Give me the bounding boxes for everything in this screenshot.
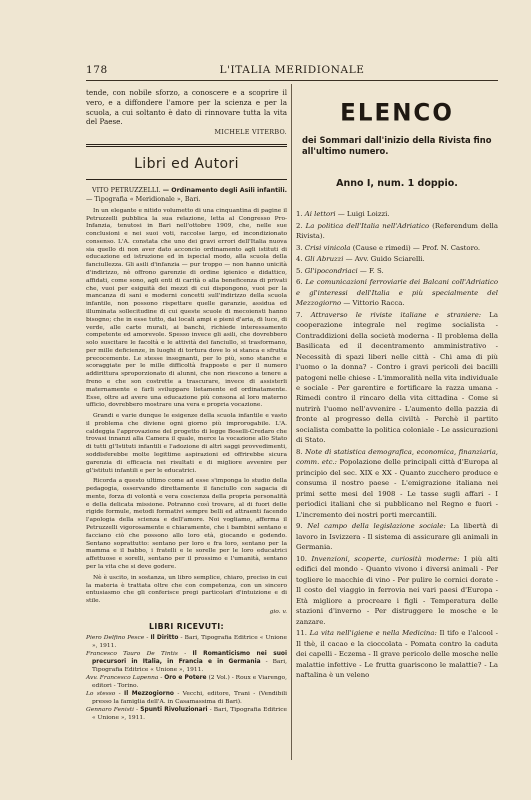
book-details: - Bari, Tipografia Editrice « Unione », 1911. [92, 706, 287, 721]
entry-title: Attraverso le riviste italiane e straniere: [310, 310, 482, 319]
entry-title: La politica dell'Italia nell'Adriatico [305, 221, 430, 230]
book-entry: Lo stesso - Il Mezzogiorno - Vecchi, editore, Trani - (Vendibili presso la famiglia dell'A. in Casamassima di Bari). [86, 690, 287, 705]
entry-number: 3. [296, 243, 303, 252]
section-rule-top-thin [86, 146, 287, 147]
book-title: Il Diritto [150, 634, 179, 641]
book-entry: Gennaro Fenisti - Spunti Rivoluzionari - Bari, Tipografia Editrice « Unione », 1911. [86, 706, 287, 721]
page-number: 178 [86, 64, 108, 76]
entry-details: La cooperazione integrale nel regime socialista - Contraddizioni della società moderna - Il problema della Basilicata ed il decentramento amministrativo - Necessità di spazi liberi nelle città - Chi ama di più l'uomo o la donna? - Contro i gravi pericoli dei bacilli patogeni nelle chiese - L'immoralità nella vita individuale e sociale - Per garentire e fortificare la razza umana - Rimedi contro il rincaro della vita cittadina - Come si nutrirà l'uomo nell'avvenire - L'aumento della pazzia di fronte al progresso della civiltà - Perchè il partito socialista combatte la politica coloniale - Le assicurazioni di Stato. [296, 310, 498, 445]
books-received-title: LIBRI RICEVUTI: [148, 621, 225, 631]
book-title: Il Romanticismo nei suoi precursori in Italia, in Francia e in Germania [92, 650, 287, 665]
entry-title: Crisi vinicola [304, 243, 351, 252]
entry-number: 11. [296, 629, 307, 638]
entry-number: 6. [296, 278, 303, 287]
book-author: Lo stesso [86, 690, 116, 697]
column-separator [291, 84, 292, 760]
left-column [86, 88, 287, 723]
entry-details: — F. S. [357, 266, 384, 275]
book-author: Piero Delfino Pesce [86, 634, 145, 641]
entry-title: Le comunicazioni ferroviarie dei Balcani coll'Adriatico e gl'interessi dell'Italia e più specialmente del Mezzogiorno [296, 278, 498, 308]
entry-details: — Avv. Guido Sciarelli. [343, 255, 425, 264]
entry-details: I più alti edifici del mondo - Quanto vivono i diversi animali - Per togliere le macchie di vino - Per pulire le cornici dorate - Il costo del viaggio in ferrovia nei vari paesi d'Europa - Età migliore a procreare i figli - Temperatura delle stazioni d'inverno - Per distruggere le mosche e le zanzare. [296, 554, 498, 626]
entry-details: — Luigi Loizzi. [335, 210, 390, 219]
entry-number: 2. [296, 221, 303, 230]
section-rule-bottom [86, 179, 287, 180]
intro-paragraph: tende, con nobile sforzo, a conoscere e a scoprire il vero, e a diffondere l'amore per la scienza e per la scuola, a cui soltanto è dato di rinnovare tutta la vita del Paese. [86, 88, 287, 127]
book-details: - Bari, Tipografia Editrice « Unione », 1911. [92, 634, 287, 649]
index-subtitle: dei Sommari dall'inizio della Rivista fino all'ultimo numero. [302, 134, 492, 156]
index-entry [296, 521, 498, 552]
header-rule [86, 80, 498, 81]
entry-title: La vita nell'igiene e nella Medicina: [309, 629, 437, 638]
entry-number: 4. [296, 255, 303, 264]
index-entry [296, 554, 498, 627]
book-title: Il Mezzogiorno [124, 690, 174, 697]
entry-title: Gli Abruzzi [304, 255, 344, 264]
entry-details: Popolazione delle principali città d'Europa al principio del sec. XIX e XX - Quanto zucchero produce e consuma il nostro paese - L'emigrazione italiana nei primi sette mesi del 1908 - Le tasse sugli affari - I periodici italiani che si pubblicano nel Regno e fuori - L'incremento dei nostri porti mercantili. [296, 458, 498, 519]
book-title: Oro e Potere [164, 674, 207, 681]
entry-number: 5. [296, 266, 303, 275]
review-paragraph: Grandi e varie dunque le esigenze della scuola infantile e vasto il problema che diviene ogni giorno più improrogabile. L'A. caldeggia l'approvazione del progetto di legge Boselli-Credaro che trovasi innanzi alla Camera il quale, merce la vocazione allo Stato di tutti gl'Istituti infantili e l'adozione di altri saggi provvedimenti, soddisferebbe molte legittime aspirazioni ed offrirebbe sicura garenzia di efficacia nei risultati e di migliore avvenire per gl'istituti infantili e per le educatrici. [86, 413, 287, 474]
book-author: Francesco Tauro De Tintis [86, 650, 178, 657]
entry-details: (Cause e rimedi) — Prof. N. Castoro. [350, 243, 481, 252]
entry-details: — Vittorio Racca. [341, 299, 405, 308]
review-author: VITO PETRUZZELLI. [92, 186, 161, 195]
entry-details: Il tifo e l'alcool - Il thè, il cacao e la cioccolata - Pomata contro la caduta dei capelli - Eczema - Il grave pericolo delle mosche nelle malattie infettive - Le frutta guariscono le malattie? - La naftalina è un veleno [296, 629, 498, 680]
index-entry [296, 628, 498, 680]
journal-title: L'ITALIA MERIDIONALE [219, 64, 365, 76]
entry-number: 8. [296, 447, 303, 456]
entry-number: 1. [296, 210, 303, 219]
book-author: Avv. Francesco Lapenna [86, 674, 159, 681]
entry-title: Invenzioni, scoperte, curiosità moderne: [311, 554, 460, 563]
book-author: Gennaro Fenisti [86, 706, 134, 713]
review-signature: gio. v. [269, 608, 287, 615]
review-paragraph: In un elegante e nitido volumetto di una cinquantina di pagine il Petruzzelli pubblica la sua relazione, letta al Congresso Pro-Infanzia, tenutosi in Bari nell'ottobre 1909, che, nelle sue conclusioni e nei suoi voti, raccolse largo, ed incondizionato consenso. L'A. constata che uno dei gravi errori dell'Italia nuova sia quello di non aver dato acconcio ordinamento agli istituti di educazione ed istruzione ed in ispecial modo, alla scuola della fanciullezza. Gli asili d'infanzia — pur troppo — non hanno unicità d'indirizzo, nè offrono garenzie di ordine igienico e didattico, affidati, come sono, agli enti di carità o alla beneficenza di privati che, vuoi per esiguità dei mezzi di cui dispongono, vuoi per la mancanza di sani e moderni concetti sull'indirizzo della scuola infantile, non possono rispettare quelle garanzie, assidua ed illuminata sollecitudine di cui queste scuole di mecoiensti hanno bisogno; che in esse tutto, dai locali ampi e pieni d'aria, di luce, di verde, alle carte murali, ai banchi, richiede interessamento competente ed amorevole. Spesso invece gli asili, che dovrebbero solo suscitare le facoltà e le attività del fanciullo, si trasformano, per mille deficienze, in luoghi di tortura dove lo si stanca e sfrutta precocemente. Le stesse insegnanti, per lo più, sono stanche e scoraggiate per le mille difficoltà frapposte e per il numero addirittura sproporzionato di alunni, che non riescono a tenere a freno e che son costrette a trascurare, invece di assisterli maternamente e farli sviluppare lietamente ed ordinatamente. Esse, oltre ad avere una educazione più consona al loro materno ufficio, dovrebbero mostrare una vera e propria vocazione. [86, 207, 287, 409]
book-details: - Bari, Tipografia Editrice « Unione », 1911. [92, 658, 287, 673]
review-paragraph: Ricorda a questo ultimo come ad esse s'imponga lo studio della pedagogia, osservando direttamente il fanciullo con sagacia di mente, forza di volontà e vera coscienza della propria personalità e della delicata missione. Potranno così trovare, al di fuori delle rigide formule, metodi formativi sempre belli ed attraenti facendo l'apologia della scienza e dell'amore. Noi vogliamo, afferma il Petruzzelli vigorosamente e chiaramente, che i bambini sentano e facciano ciò che possono allo loro età, giocando e godendo. Sentano soprattutto: sentano per loro e fra loro, sentano per la mamma e il babbo, i fratelli e le sorelle per le loro educatrici affettuose e sorelli, sentano per il prossimo e l'umanità, sentano per la vita che si deve godere. [86, 478, 287, 570]
index-entry [296, 243, 498, 253]
index-entry [296, 310, 498, 446]
review-book-title: — Ordinamento degli Asili infantili. [162, 187, 287, 195]
section-rule-top [86, 144, 287, 145]
index-entry [296, 209, 498, 219]
review-publisher: — Tipografia « Meridionale », Bari. [86, 195, 201, 204]
index-entry [296, 254, 498, 264]
index-entry [296, 221, 498, 242]
book-entry: Piero Delfino Pesce - Il Diritto - Bari, Tipografia Editrice « Unione », 1911. [86, 634, 287, 649]
entry-title: Gl'ipocondriaci [304, 266, 358, 275]
right-column [296, 88, 498, 682]
intro-signature: MICHELE VITERBO. [214, 128, 287, 137]
review-heading [86, 186, 287, 204]
running-header [86, 64, 498, 78]
index-entry [296, 266, 498, 276]
entry-number: 7. [296, 310, 303, 319]
index-entry [296, 447, 498, 520]
book-entry: Francesco Tauro De Tintis - Il Romanticismo nei suoi precursori in Italia, in Francia e in Germania - Bari, Tipografia Editrice « Unione », 1911. [86, 650, 287, 673]
index-title: ELENCO [340, 99, 454, 127]
section-title: Libri ed Autori [134, 155, 239, 172]
book-title: Spunti Rivoluzionari [140, 706, 208, 713]
book-details: (2 Vol.) - Roux e Viarengo, editori - Torino. [92, 674, 287, 689]
entry-title: Note di statistica demografica, economica, finanziaria, comm. etc.: [296, 447, 499, 467]
entry-title: Nel campo della legislazione sociale: [307, 522, 446, 531]
review-paragraph: Nè è uscito, in sostanza, un libro semplice, chiaro, preciso in cui la materia è trattata oltre che con competenza, con un sincero entusiasmo che gli conferisce pregi particolari d'intuizione e di stile. [86, 574, 287, 605]
book-entry: Avv. Francesco Lapenna - Oro e Potere (2 Vol.) - Roux e Viarengo, editori - Torino. [86, 674, 287, 689]
entry-number: 9. [296, 522, 303, 531]
entry-number: 10. [296, 554, 307, 563]
index-entry [296, 277, 498, 308]
entry-details: (Referendum della Rivista). [296, 221, 498, 241]
book-details: - Vecchi, editore, Trani - (Vendibili presso la famiglia dell'A. in Casamassima di Bari). [92, 690, 287, 705]
year-heading: Anno I, num. 1 doppio. [336, 177, 458, 189]
entry-details: La libertà di lavoro in Isvizzera - Il sistema di assicurare gli animali in Germania. [296, 522, 498, 552]
entry-title: Ai lettori [304, 210, 336, 219]
